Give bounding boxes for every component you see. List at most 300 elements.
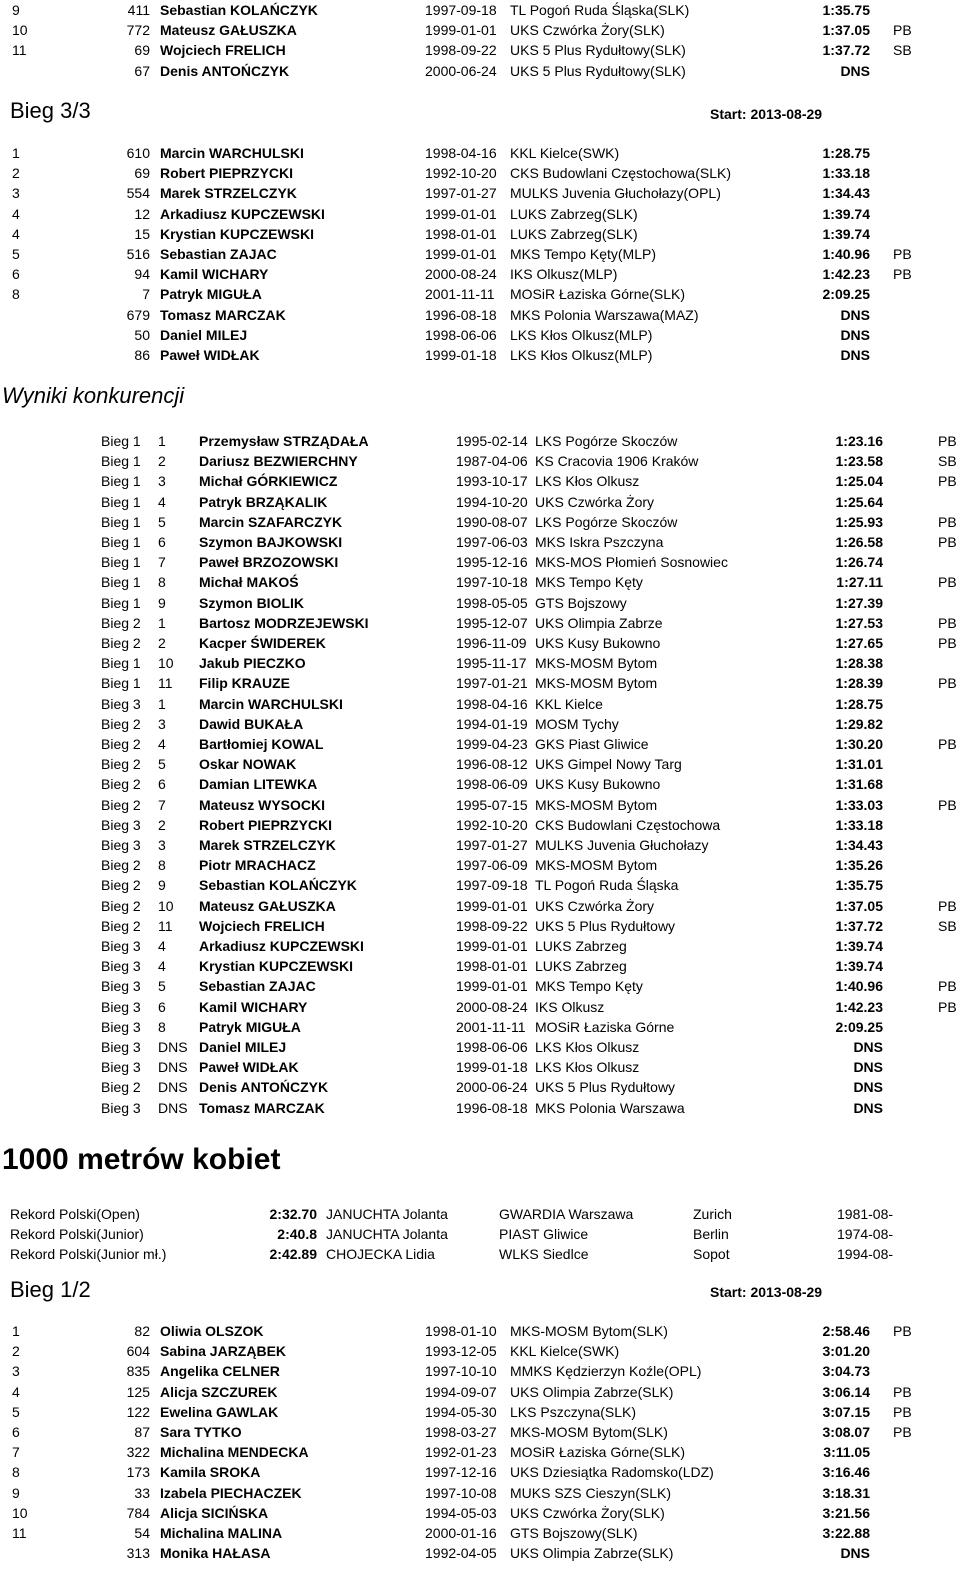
athlete-name: Sabina JARZĄBEK (160, 1343, 287, 1360)
result-time: DNS (853, 1079, 883, 1096)
result-time: 1:31.01 (835, 756, 883, 773)
competition-row (0, 754, 960, 774)
result-note: PB (893, 1424, 912, 1440)
competition-row (0, 976, 960, 996)
heat-label: Bieg 2 (101, 917, 141, 934)
result-time: 1:40.96 (835, 978, 883, 995)
heat-position: 3 (158, 837, 166, 853)
heat-position: 4 (158, 938, 166, 954)
record-club: GWARDIA Warszawa (499, 1206, 634, 1222)
result-time: 1:35.26 (835, 857, 883, 874)
heat-label: Bieg 2 (101, 796, 141, 813)
club: KKL Kielce(SWK) (510, 1343, 620, 1360)
result-time: 1:39.74 (822, 205, 870, 222)
club: UKS Dziesiątka Radomsko(LDZ) (510, 1464, 714, 1481)
club: GKS Piast Gliwice (535, 736, 649, 752)
result-row (0, 264, 960, 284)
bib-number: 94 (134, 266, 150, 283)
result-note: PB (938, 897, 957, 914)
heat-label: Bieg 1 (101, 655, 141, 672)
competition-row (0, 451, 960, 471)
competition-row (0, 714, 960, 734)
heat-label: Bieg 3 (101, 837, 141, 853)
result-row (0, 1402, 960, 1422)
birth-date: 1999-01-18 (456, 1059, 528, 1076)
heat-label: Bieg 2 (101, 715, 141, 732)
competition-row (0, 1057, 960, 1077)
record-city: Zurich (693, 1206, 732, 1222)
birth-date: 1987-04-06 (456, 453, 528, 470)
heat-label: Bieg 2 (101, 1079, 141, 1096)
athlete-name: Tomasz MARCZAK (199, 1099, 325, 1116)
heat-position: 11 (158, 675, 173, 692)
athlete-name: Dawid BUKAŁA (199, 715, 304, 732)
club: UKS Olimpia Zabrze(SLK) (510, 1545, 674, 1562)
result-time: 3:11.05 (823, 1444, 870, 1461)
birth-date: 1998-01-01 (456, 958, 528, 975)
heat-position: 10 (158, 655, 174, 672)
women-heat-1-start: Start: 2013-08-29 (710, 1284, 823, 1300)
heat-label: Bieg 1 (101, 554, 141, 571)
club: UKS 5 Plus Rydułtowy (535, 917, 676, 934)
result-row (0, 163, 960, 183)
bib-number: 86 (134, 347, 150, 363)
competition-row (0, 633, 960, 653)
athlete-name: Tomasz MARCZAK (160, 306, 286, 323)
birth-date: 1998-06-06 (425, 326, 497, 343)
result-note: PB (938, 796, 957, 813)
bib-number: 15 (134, 225, 150, 242)
athlete-name: Michał GÓRKIEWICZ (199, 473, 338, 490)
birth-date: 1999-01-01 (425, 205, 497, 222)
heat-label: Bieg 1 (101, 453, 141, 470)
bib-number: 125 (126, 1383, 150, 1400)
club: TL Pogoń Ruda Śląska(SLK) (510, 2, 690, 18)
birth-date: 1996-08-18 (456, 1099, 528, 1116)
result-time: DNS (840, 1545, 870, 1562)
heat-3-start: Start: 2013-08-29 (710, 106, 823, 122)
result-time: 1:25.93 (835, 513, 883, 530)
result-row (0, 20, 960, 40)
result-time: 1:37.72 (835, 917, 883, 934)
result-note: PB (893, 246, 912, 262)
record-date: 1994-08- (837, 1246, 894, 1263)
club: LKS Pszczyna(SLK) (510, 1403, 637, 1420)
heat-position: 11 (158, 917, 173, 934)
result-time: 1:39.74 (835, 938, 883, 954)
heat-position: 1 (158, 695, 166, 712)
club: LKS Kłos Olkusz(MLP) (510, 347, 653, 363)
heat-3-title: Bieg 3/3 (10, 98, 91, 123)
result-note: SB (938, 453, 957, 470)
competition-row (0, 694, 960, 714)
birth-date: 1999-01-01 (425, 246, 497, 262)
record-holder: JANUCHTA Jolanta (326, 1226, 448, 1243)
result-row (0, 1543, 960, 1563)
club: UKS Kusy Bukowno (535, 776, 661, 793)
result-note: PB (938, 998, 957, 1015)
athlete-name: Arkadiusz KUPCZEWSKI (199, 938, 364, 954)
result-row (0, 143, 960, 163)
club: MOSM Tychy (535, 715, 619, 732)
athlete-name: Bartosz MODRZEJEWSKI (199, 614, 369, 631)
record-time: 2:42.89 (269, 1246, 317, 1263)
birth-date: 1996-08-18 (425, 306, 497, 323)
heat-position: 2 (158, 635, 166, 651)
record-row (0, 1244, 960, 1264)
athlete-name: Damian LITEWKA (199, 776, 318, 793)
place: 5 (12, 246, 20, 262)
result-time: DNS (840, 306, 870, 323)
birth-date: 1995-12-16 (456, 554, 528, 571)
bib-number: 69 (134, 165, 150, 182)
athlete-name: Wojciech FRELICH (199, 917, 325, 934)
club: UKS Olimpia Zabrze(SLK) (510, 1383, 674, 1400)
competition-row (0, 1017, 960, 1037)
athlete-name: Patryk BRZĄKALIK (199, 493, 328, 510)
competition-row (0, 795, 960, 815)
result-time: 3:06.14 (822, 1383, 870, 1400)
birth-date: 1996-11-09 (456, 635, 527, 651)
heat-position: 1 (158, 614, 166, 631)
bib-number: 54 (134, 1525, 150, 1541)
club: MKS-MOSM Bytom (535, 655, 658, 672)
heat-position: 2 (158, 453, 166, 470)
heat-position: 3 (158, 715, 166, 732)
result-row (0, 1422, 960, 1442)
athlete-name: Szymon BIOLIK (199, 594, 305, 611)
club: MUKS SZS Cieszyn(SLK) (510, 1484, 672, 1501)
result-note: PB (938, 574, 957, 591)
record-date: 1981-08- (837, 1206, 894, 1222)
heat-label: Bieg 2 (101, 857, 141, 874)
club: MKS-MOSM Bytom (535, 796, 658, 813)
club: MKS-MOSM Bytom(SLK) (510, 1424, 668, 1440)
record-label: Rekord Polski(Junior mł.) (10, 1246, 167, 1263)
athlete-name: Krystian KUPCZEWSKI (160, 225, 315, 242)
heat-position: 6 (158, 998, 166, 1015)
athlete-name: Kamila SROKA (160, 1464, 261, 1481)
result-time: 1:37.05 (822, 22, 870, 39)
birth-date: 1995-07-15 (456, 796, 528, 813)
heat-position: DNS (158, 1079, 188, 1096)
athlete-name: Sebastian KOLAŃCZYK (199, 877, 357, 894)
athlete-name: Piotr MRACHACZ (199, 857, 316, 874)
result-time: 1:33.18 (822, 165, 870, 182)
competition-row (0, 936, 960, 956)
result-time: 1:39.74 (835, 958, 883, 975)
result-time: DNS (853, 1099, 883, 1116)
place: 3 (12, 1363, 20, 1380)
club: UKS Czwórka Żory (535, 897, 655, 914)
heat-position: 7 (158, 796, 166, 813)
place: 4 (12, 1383, 20, 1400)
birth-date: 1995-12-07 (456, 614, 528, 631)
result-time: 3:07.15 (822, 1403, 870, 1420)
competition-row (0, 492, 960, 512)
birth-date: 1994-10-20 (456, 493, 528, 510)
athlete-name: Mateusz WYSOCKI (199, 796, 326, 813)
heat-position: 7 (158, 554, 166, 571)
record-label: Rekord Polski(Open) (10, 1206, 140, 1222)
competition-row (0, 532, 960, 552)
heat-label: Bieg 3 (101, 1099, 141, 1116)
result-time: 3:21.56 (822, 1504, 870, 1521)
heat-label: Bieg 3 (101, 978, 141, 995)
result-note: SB (938, 917, 957, 934)
birth-date: 1993-12-05 (425, 1343, 497, 1360)
club: MKS Tempo Kęty (535, 574, 643, 591)
athlete-name: Oliwia OLSZOK (160, 1323, 264, 1339)
birth-date: 1997-09-18 (456, 877, 528, 894)
result-row (0, 325, 960, 345)
athlete-name: Ewelina GAWLAK (160, 1403, 279, 1420)
competition-row (0, 1037, 960, 1057)
birth-date: 1999-01-01 (456, 938, 528, 954)
result-time: 1:28.75 (822, 145, 870, 161)
athlete-name: Michalina MENDECKA (160, 1444, 309, 1461)
club: UKS Gimpel Nowy Targ (535, 756, 682, 773)
place: 9 (12, 1484, 20, 1501)
result-time: 2:09.25 (822, 286, 870, 303)
result-note: PB (938, 473, 957, 490)
heat-label: Bieg 3 (101, 1018, 141, 1035)
competition-row (0, 653, 960, 673)
record-time: 2:32.70 (269, 1206, 317, 1222)
heat-position: DNS (158, 1059, 188, 1076)
result-row (0, 1462, 960, 1482)
bib-number: 411 (127, 2, 150, 18)
athlete-name: Mateusz GAŁUSZKA (160, 22, 297, 39)
club: LKS Kłos Olkusz (535, 1059, 640, 1076)
club: IKS Olkusz (535, 998, 605, 1015)
club: MULKS Juvenia Głuchołazy(OPL) (510, 185, 721, 202)
heat-label: Bieg 1 (101, 574, 141, 591)
athlete-name: Bartłomiej KOWAL (199, 736, 324, 752)
athlete-name: Robert PIEPRZYCKI (160, 165, 294, 182)
place: 7 (12, 1444, 20, 1461)
athlete-name: Wojciech FRELICH (160, 42, 286, 59)
result-time: 1:23.16 (835, 433, 883, 449)
birth-date: 1998-03-27 (425, 1424, 497, 1440)
club: UKS Czwórka Żory(SLK) (510, 22, 665, 39)
result-row (0, 1442, 960, 1462)
athlete-name: Marek STRZELCZYK (199, 837, 336, 853)
competition-title: Wyniki konkurencji (2, 383, 185, 408)
athlete-name: Oskar NOWAK (199, 756, 297, 773)
bib-number: 835 (126, 1363, 150, 1380)
result-row (0, 1503, 960, 1523)
competition-row (0, 673, 960, 693)
birth-date: 1997-01-21 (456, 675, 528, 692)
result-time: 1:35.75 (822, 2, 870, 18)
birth-date: 1999-04-23 (456, 736, 528, 752)
bib-number: 67 (134, 62, 150, 79)
birth-date: 1996-08-12 (456, 756, 528, 773)
heat-position: 4 (158, 493, 166, 510)
club: LUKS Zabrzeg (535, 938, 627, 954)
birth-date: 1998-09-22 (425, 42, 497, 59)
birth-date: 1998-05-05 (456, 594, 528, 611)
result-time: 1:23.58 (835, 453, 883, 470)
record-row (0, 1204, 960, 1224)
club: LUKS Zabrzeg(SLK) (510, 205, 638, 222)
record-label: Rekord Polski(Junior) (10, 1226, 144, 1243)
athlete-name: Robert PIEPRZYCKI (199, 816, 333, 833)
heat-position: 4 (158, 958, 166, 975)
place: 1 (12, 145, 20, 161)
result-time: DNS (853, 1039, 883, 1055)
result-time: 1:39.74 (822, 225, 870, 242)
record-row (0, 1224, 960, 1244)
result-row (0, 1382, 960, 1402)
result-time: 1:34.43 (835, 837, 883, 853)
result-time: 3:01.20 (822, 1343, 870, 1360)
birth-date: 1995-02-14 (456, 433, 528, 449)
athlete-name: Denis ANTOŃCZYK (160, 62, 290, 79)
athlete-name: Kacper ŚWIDEREK (199, 635, 326, 651)
birth-date: 1997-06-09 (456, 857, 528, 874)
athlete-name: Filip KRAUZE (199, 675, 290, 692)
result-time: 1:27.11 (836, 574, 883, 591)
athlete-name: Denis ANTOŃCZYK (199, 1079, 329, 1096)
result-time: DNS (840, 326, 870, 343)
birth-date: 1994-05-03 (425, 1504, 497, 1521)
competition-row (0, 815, 960, 835)
place: 8 (12, 1464, 20, 1481)
result-note: PB (938, 635, 957, 651)
athlete-name: Michał MAKOŚ (199, 574, 299, 591)
birth-date: 1995-11-17 (456, 655, 527, 672)
birth-date: 1990-08-07 (456, 513, 528, 530)
birth-date: 1999-01-18 (425, 347, 497, 363)
result-time: 3:08.07 (822, 1424, 870, 1440)
heat-position: 8 (158, 574, 166, 591)
heat-label: Bieg 2 (101, 614, 141, 631)
result-time: 1:33.18 (835, 816, 883, 833)
athlete-name: Alicja SZCZUREK (160, 1383, 278, 1400)
result-row (0, 345, 960, 365)
heat-label: Bieg 2 (101, 736, 141, 752)
bib-number: 772 (126, 22, 150, 39)
heat-position: 5 (158, 513, 166, 530)
club: CKS Budowlani Częstochowa(SLK) (510, 165, 731, 182)
result-row (0, 1361, 960, 1381)
result-time: 2:09.25 (835, 1018, 883, 1035)
result-time: 1:27.53 (835, 614, 883, 631)
club: LKS Kłos Olkusz (535, 1039, 640, 1055)
competition-row (0, 875, 960, 895)
record-time: 2:40.8 (277, 1226, 317, 1243)
bib-number: 50 (134, 326, 150, 343)
result-time: DNS (840, 347, 870, 363)
club: MKS-MOSM Bytom(SLK) (510, 1323, 668, 1339)
heat-label: Bieg 3 (101, 998, 141, 1015)
women-heat-1-title: Bieg 1/2 (10, 1277, 91, 1302)
result-time: DNS (840, 62, 870, 79)
club: LKS Pogórze Skoczów (535, 433, 678, 449)
bib-number: 173 (126, 1464, 150, 1481)
result-time: 1:42.23 (835, 998, 883, 1015)
result-note: PB (893, 1383, 912, 1400)
athlete-name: Marcin WARCHULSKI (160, 145, 304, 161)
competition-row (0, 613, 960, 633)
record-city: Berlin (693, 1226, 729, 1243)
heat-position: DNS (158, 1039, 188, 1055)
heat-label: Bieg 3 (101, 1039, 141, 1055)
heat-position: 4 (158, 736, 166, 752)
result-row (0, 1483, 960, 1503)
club: MOSiR Łaziska Górne(SLK) (510, 286, 686, 303)
place: 11 (12, 42, 27, 59)
club: LUKS Zabrzeg (535, 958, 627, 975)
competition-row (0, 471, 960, 491)
result-time: 1:37.05 (835, 897, 883, 914)
birth-date: 1998-01-10 (425, 1323, 497, 1339)
birth-date: 1994-01-19 (456, 715, 528, 732)
club: MKS-MOSM Bytom (535, 857, 658, 874)
birth-date: 1997-10-18 (456, 574, 528, 591)
result-row (0, 284, 960, 304)
bib-number: 604 (126, 1343, 150, 1360)
competition-row (0, 896, 960, 916)
record-club: WLKS Siedlce (499, 1246, 589, 1263)
club: UKS 5 Plus Rydułtowy(SLK) (510, 62, 686, 79)
heat-label: Bieg 3 (101, 1059, 141, 1076)
competition-row (0, 997, 960, 1017)
place: 4 (12, 225, 20, 242)
birth-date: 1999-01-01 (425, 22, 497, 39)
birth-date: 1997-12-16 (425, 1464, 497, 1481)
place: 3 (12, 185, 20, 202)
athlete-name: Sara TYTKO (160, 1424, 242, 1440)
heat-label: Bieg 2 (101, 635, 141, 651)
birth-date: 1998-09-22 (456, 917, 528, 934)
birth-date: 1992-04-05 (425, 1545, 497, 1562)
birth-date: 1994-05-30 (425, 1403, 497, 1420)
bib-number: 313 (126, 1545, 150, 1562)
athlete-name: Sebastian KOLAŃCZYK (160, 2, 318, 18)
birth-date: 2001-11-11 (456, 1018, 526, 1035)
result-note: PB (893, 22, 912, 39)
birth-date: 1998-06-09 (456, 776, 528, 793)
result-row (0, 1321, 960, 1341)
record-holder: CHOJECKA Lidia (326, 1246, 435, 1263)
athlete-name: Michalina MALINA (160, 1525, 283, 1541)
result-time: 1:26.58 (835, 534, 883, 550)
result-time: 1:33.03 (835, 796, 883, 813)
bib-number: 610 (126, 145, 150, 161)
result-row (0, 40, 960, 60)
club: UKS Kusy Bukowno (535, 635, 661, 651)
heat-position: DNS (158, 1099, 188, 1116)
athlete-name: Arkadiusz KUPCZEWSKI (160, 205, 325, 222)
heat-position: 3 (158, 473, 166, 490)
result-time: 1:35.75 (835, 877, 883, 894)
athlete-name: Jakub PIECZKO (199, 655, 306, 672)
heat-position: 5 (158, 978, 166, 995)
club: LKS Kłos Olkusz (535, 473, 640, 490)
result-time: 3:04.73 (822, 1363, 870, 1380)
heat-label: Bieg 1 (101, 513, 141, 530)
athlete-name: Marcin WARCHULSKI (199, 695, 343, 712)
result-time: 1:31.68 (835, 776, 883, 793)
bib-number: 679 (126, 306, 150, 323)
club: KS Cracovia 1906 Kraków (535, 453, 699, 470)
result-note: PB (938, 534, 957, 550)
place: 8 (12, 286, 20, 303)
place: 2 (12, 165, 20, 182)
